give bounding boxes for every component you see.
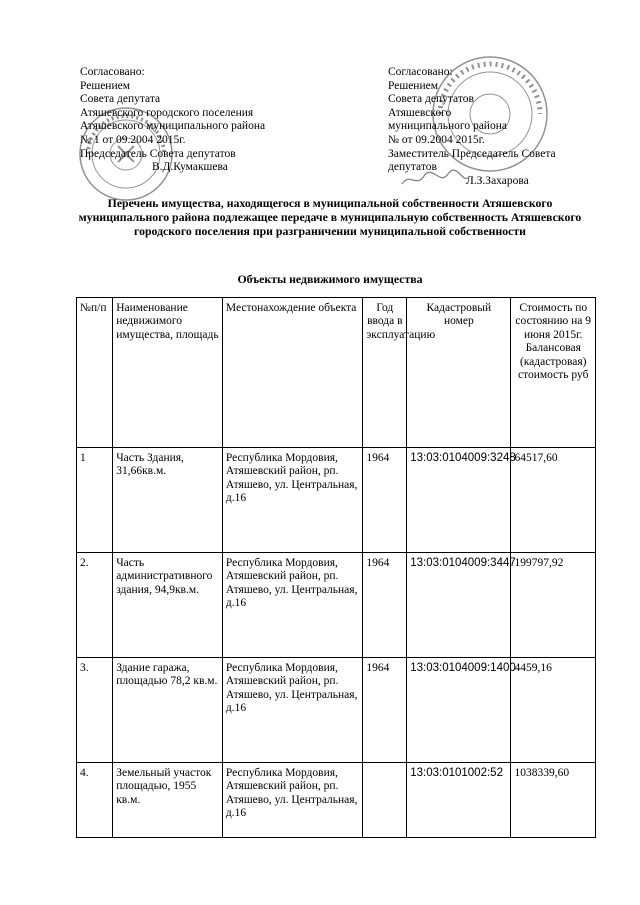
cell-cadastral: 13:03:0104009:1400 [407, 658, 511, 763]
right-approval-block [388, 66, 556, 188]
cell-location: Республика Мордовия, Атяшевский район, рп. Атяшево, ул. Центральная, д.16 [222, 448, 362, 553]
left-approval-block [80, 66, 265, 175]
approval-number-date: № 1 от 09.2004 2015г. [80, 133, 186, 146]
cell-location: Республика Мордовия, Атяшевский район, рп. Атяшево, ул. Центральная, д.16 [222, 658, 362, 763]
cell-num: 3. [77, 658, 113, 763]
table-header-row [77, 298, 596, 448]
cell-name: Часть административного здания, 94,9кв.м. [113, 553, 223, 658]
header-year: Год ввода в эксплуатацию [363, 298, 407, 448]
table-row [77, 658, 596, 763]
document-title: Перечень имущества, находящегося в муниципальной собственности Атяшевского муниципального района подлежащее передаче в муниципальную собственность Атяшевского городского поселения при разграничении муниципальной собственности [78, 196, 582, 238]
cell-name: Часть Здания, 31,66кв.м. [113, 448, 223, 553]
approval-chairman-name: В.Д.Кумакшева [152, 161, 228, 174]
cell-year: 1964 [363, 553, 407, 658]
approval-deputies: депутатов [388, 161, 437, 174]
cell-cadastral: 13:03:0101002:52 [407, 763, 511, 838]
cell-year: 1964 [363, 658, 407, 763]
cell-cost: 199797,92 [511, 553, 596, 658]
approval-deputy-title: Заместитель Председатель Совета [388, 147, 556, 160]
cell-location: Республика Мордовия, Атяшевский район, рп. Атяшево, ул. Центральная, д.16 [222, 763, 362, 838]
approval-chairman-title: Председатель Совета депутатов [80, 147, 236, 160]
header-name: Наименование недвижимого имущества, площадь [113, 298, 223, 448]
approval-council: Совета депутатов [388, 93, 474, 106]
section-title: Объекты недвижимого имущества [237, 272, 423, 286]
header-cost: Стоимость по состоянию на 9 июня 2015г. Балансовая (кадастровая) стоимость руб [511, 298, 596, 448]
cell-cadastral: 13:03:0104009:3248 [407, 448, 511, 553]
table-row [77, 553, 596, 658]
approval-decision: Решением [388, 79, 438, 92]
approval-district-short: Атяшевского [388, 106, 452, 119]
property-table [76, 297, 596, 838]
cell-cost: 64517,60 [511, 448, 596, 553]
approval-number-date: № от 09.2004 2015г. [388, 133, 485, 146]
approval-council: Совета депутата [80, 93, 161, 106]
approval-label: Согласовано: [388, 66, 453, 78]
cell-year: 1964 [363, 448, 407, 553]
cell-name: Здание гаража, площадью 78,2 кв.м. [113, 658, 223, 763]
approval-deputy-name: Л.З.Захарова [466, 174, 529, 187]
approval-settlement: Атяшевского городского поселения [80, 106, 254, 119]
cell-cost: 1038339,60 [511, 763, 596, 838]
cell-cadastral: 13:03:0104009:3447 [407, 553, 511, 658]
cell-num: 1 [77, 448, 113, 553]
table-row [77, 763, 596, 838]
cell-location: Республика Мордовия, Атяшевский район, рп. Атяшево, ул. Центральная, д.16 [222, 553, 362, 658]
cell-cost: 4459,16 [511, 658, 596, 763]
cell-year [363, 763, 407, 838]
table-row [77, 448, 596, 553]
approval-label: Согласовано: [80, 66, 145, 78]
approval-district: Атяшевского муниципального района [80, 120, 266, 133]
header-location: Местонахождение объекта [222, 298, 362, 448]
cell-num: 4. [77, 763, 113, 838]
approval-decision: Решением [80, 79, 130, 92]
header-cadastral: Кадастровый номер [407, 298, 511, 448]
cell-name: Земельный участок площадью, 1955 кв.м. [113, 763, 223, 838]
approval-district: муниципального района [388, 120, 507, 133]
header-num: №п/п [77, 298, 113, 448]
cell-num: 2. [77, 553, 113, 658]
